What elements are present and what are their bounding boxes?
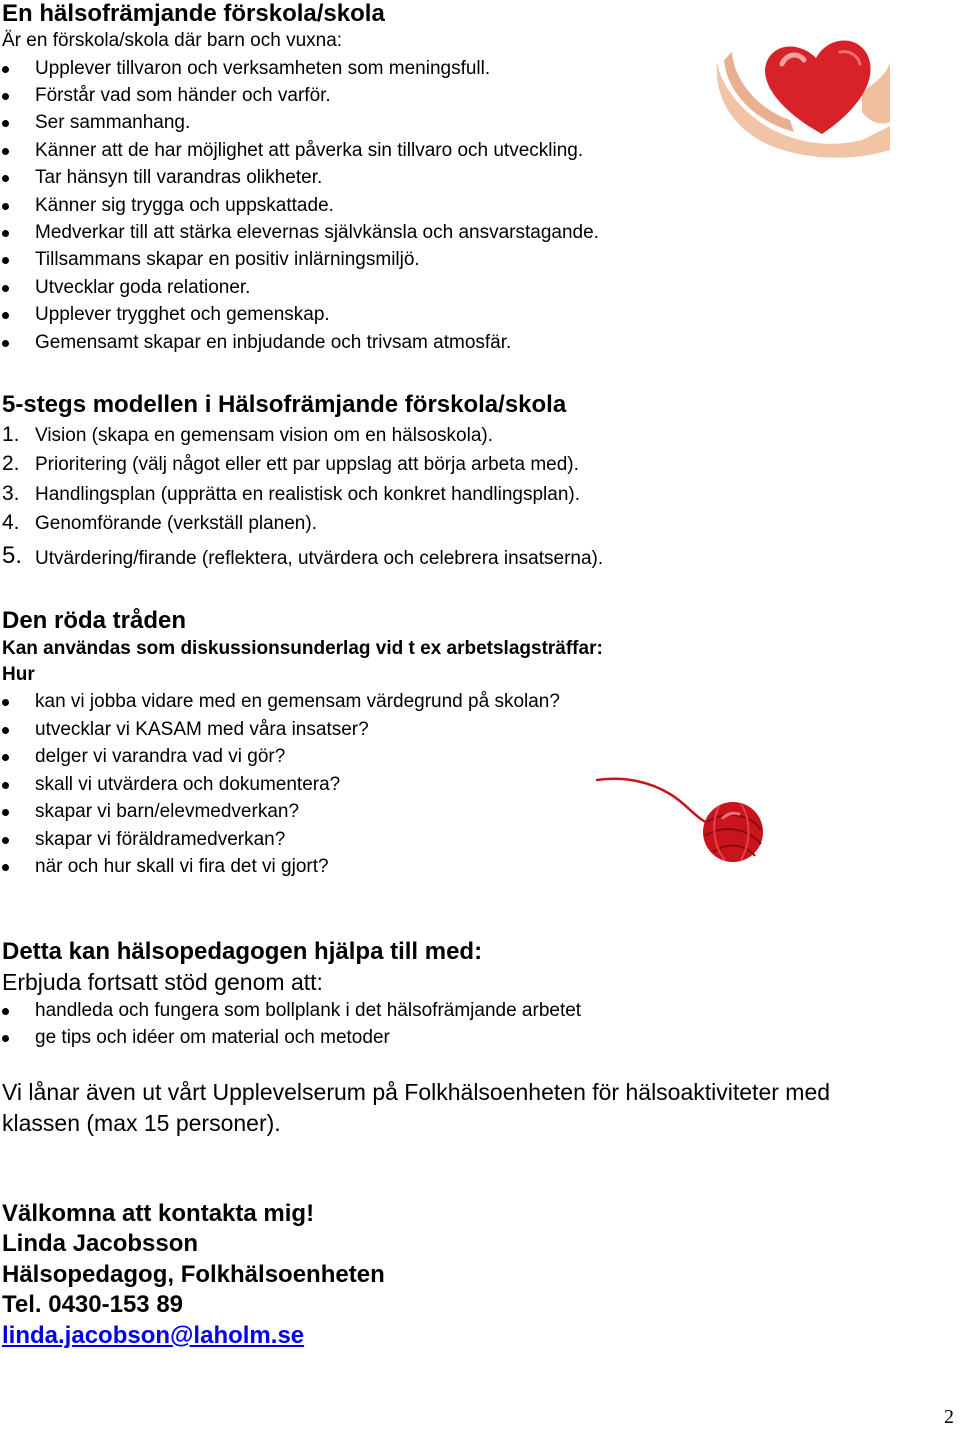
section-intro: Erbjuda fortsatt stöd genom att: [2,969,323,995]
bullet-icon [2,175,9,182]
step-number: 1. [2,423,20,446]
bullet-icon [2,148,9,155]
bullet-icon [2,1035,9,1042]
heart-in-hands-image [712,22,892,162]
page-number: 2 [944,1406,954,1428]
bullet-icon [2,312,9,319]
contact-welcome: Välkomna att kontakta mig! [2,1200,315,1227]
bullet-icon [2,727,9,734]
red-yarn-ball-image [595,772,770,872]
bullet-icon [2,257,9,264]
step-number: 4. [2,511,20,534]
bullet-icon [2,809,9,816]
bullet-icon [2,1008,9,1015]
section-subtitle: Kan användas som diskussionsunderlag vid t ex arbetslagsträffar: [2,638,603,659]
section-title-halsopedagogen: Detta kan hälsopedagogen hjälpa till med: [2,938,483,965]
section-title-roda-traden: Den röda tråden [2,607,187,634]
paragraph-line: Vi lånar även ut vårt Upplevelserum på Folkhälsoenheten för hälsoaktiviteter med [2,1079,831,1105]
bullet-icon [2,699,9,706]
document-page: En hälsofrämjande förskola/skola Är en förskola/skola där barn och vuxna: Upplever tillvaron och verksamheten som meningsfull. Förstår vad som händer och varför. Ser sammanhang. Känner att de har möjlighet att påverka sin tillvaro och utveckling. Tar hänsyn till varandras olikheter. Känner sig trygga och uppskattade. Medverkar till att stärka elevernas självkänsla och ansvarstagande. Tillsammans skapar en positiv inlärningsmiljö. Utvecklar goda relationer. Upplever trygghet och gemenskap. Gemensamt skapar en inbjudande och trivsam atmosfär. 5-stegs modellen i Hälsofrämjande förskola/skola 1. Vision (skapa en gemensam vision om en hälsoskola). 2. Prioritering (välj något eller ett par uppslag att börja arbeta med). 3. Handlingsplan (upprätta en realistisk och konkret handlingsplan). 4. Genomförande (verkställ planen). 5. Utvärdering/firande (reflektera, utvärdera och celebrera insatserna). Den röda tråden Kan användas som diskussionsunderlag vid t ex arbetslagsträffar: Hur kan vi jobba vidare med en gemensam värdegrund på skolan? utvecklar vi KASAM med våra insatser? delger vi varandra vad vi gör? skall vi utvärdera och dokumentera? skapar vi barn/elevmedverkan? skapar vi föräldramedverkan? när och hur skall vi fira det vi gjort? Detta kan hälsopedagogen hjälpa till med: Erbjuda fortsatt stöd genom att: handleda och fungera som bollplank i det hälsofrämjande arbetet ge tips och idéer om material och metoder Vi lånar även ut vårt Upplevelserum på Folkhälsoenheten för hälsoaktiviteter med klassen (max 15 personer). Välkomna att kontakta mig! Linda Jacobsson Hälsopedagog, Folkhälsoenheten Tel. 0430-153 89 linda.jacobson@laholm.se 2 [2,0,954,1428]
bullet-icon [2,203,9,210]
contact-role: Hälsopedagog, Folkhälsoenheten [2,1261,385,1288]
bullet-icon [2,837,9,844]
section-title-halsoframjande: En hälsofrämjande förskola/skola [2,0,385,27]
contact-phone: Tel. 0430-153 89 [2,1291,184,1318]
section-title-5-stegs: 5-stegs modellen i Hälsofrämjande förskola/skola [2,391,567,418]
bullet-icon [2,120,9,127]
bullet-icon [2,864,9,871]
bullet-icon [2,93,9,100]
bullet-icon [2,754,9,761]
paragraph-line: klassen (max 15 personer). [2,1110,281,1136]
contact-name: Linda Jacobsson [2,1230,199,1257]
bullet-icon [2,230,9,237]
bullet-icon [2,66,9,73]
step-number: 2. [2,452,20,475]
bullet-icon [2,782,9,789]
step-number: 5. [2,542,23,569]
bullet-icon [2,285,9,292]
step-number: 3. [2,482,20,505]
section-intro: Är en förskola/skola där barn och vuxna: [2,30,343,51]
contact-email-link[interactable]: linda.jacobson@laholm.se [2,1322,305,1349]
section-lead: Hur [2,664,35,685]
bullet-icon [2,340,9,347]
